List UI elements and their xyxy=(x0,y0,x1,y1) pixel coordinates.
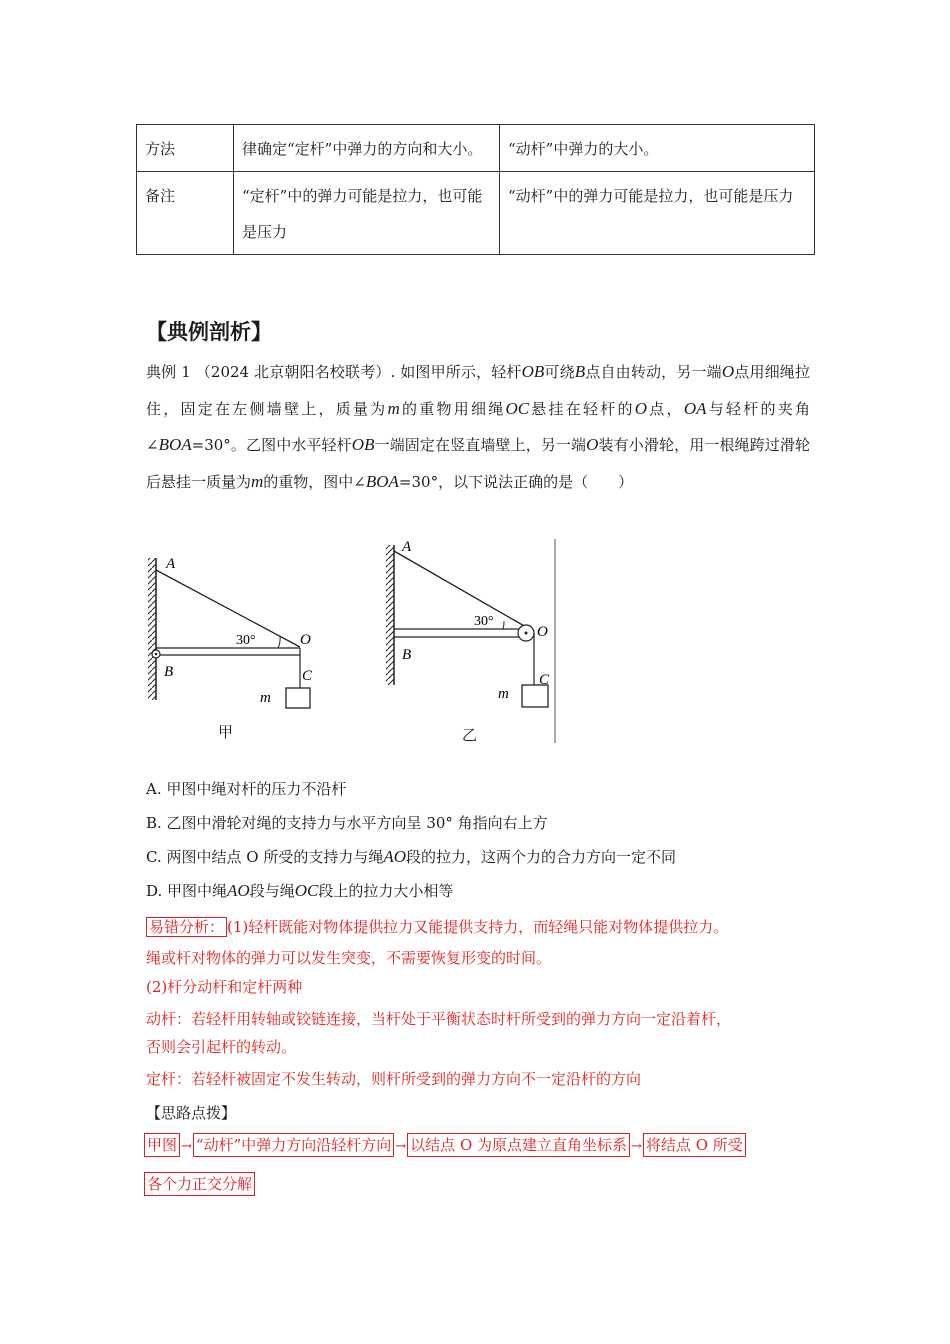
section-title: 【典例剖析】 xyxy=(146,320,272,344)
analysis-line-5: 否则会引起杆的转动。 xyxy=(146,1038,297,1056)
table-cell: “定杆”中的弹力可能是拉力，也可能是压力 xyxy=(234,172,500,255)
label-A: A xyxy=(402,539,412,555)
label-C: C xyxy=(539,672,550,688)
caption-yi: 乙 xyxy=(462,726,478,744)
comparison-table xyxy=(136,124,815,255)
label-A: A xyxy=(166,556,176,572)
arrow-icon: → xyxy=(631,1139,642,1154)
label-C: C xyxy=(302,668,313,684)
problem-text: 典例 1 （2024 北京朝阳名校联考）. 如图甲所示，轻杆OB可绕B点自由转动，另一端O点用细绳拉住，固定在左侧墙壁上，质量为m的重物用细绳OC悬挂在轻杆的O点，OA与轻杆的夹角∠BOA=30°。乙图中水平轻杆OB一端固定在竖直墙壁上，另一端O装有小滑轮，用一根绳跨过滑轮后悬挂一质量为m的重物，图中∠BOA=30°，以下说法正确的是（ ） xyxy=(146,362,810,491)
table-row xyxy=(137,125,815,172)
option-a: A. 甲图中绳对杆的压力不沿杆 xyxy=(146,780,347,798)
flow-step: 将结点 O 所受 xyxy=(643,1133,746,1157)
analysis-line-6: 定杆：若轻杆被固定不发生转动，则杆所受到的弹力方向不一定沿杆的方向 xyxy=(146,1070,642,1088)
analysis-line-4: 动杆：若轻杆用转轴或铰链连接，当杆处于平衡状态时杆所受到的弹力方向一定沿着杆， xyxy=(146,1010,732,1028)
figure-yi xyxy=(376,535,566,745)
arrow-icon: → xyxy=(395,1139,407,1154)
flow-step: 各个力正交分解 xyxy=(144,1172,255,1196)
label-O: O xyxy=(537,624,548,640)
label-angle: 30° xyxy=(474,614,494,629)
option-d: D. 甲图中绳AO段与绳OC段上的拉力大小相等 xyxy=(146,881,454,900)
label-O: O xyxy=(300,632,311,648)
arrow-icon: → xyxy=(181,1139,192,1154)
table-cell: “动杆”中的弹力可能是拉力，也可能是压力 xyxy=(500,172,815,255)
wall-hatch xyxy=(386,545,394,685)
hint-title: 【思路点拨】 xyxy=(146,1104,237,1122)
table-row xyxy=(137,172,815,255)
weight-block xyxy=(522,685,548,707)
label-m: m xyxy=(260,690,271,706)
label-angle: 30° xyxy=(236,633,256,648)
table-cell: 方法 xyxy=(137,125,234,172)
table-cell: 律确定“定杆”中弹力的方向和大小。 xyxy=(234,125,500,172)
label-B: B xyxy=(402,647,412,663)
flow-step: 以结点 O 为原点建立直角坐标系 xyxy=(407,1133,630,1157)
option-c: C. 两图中结点 O 所受的支持力与绳AO段的拉力，这两个力的合力方向一定不同 xyxy=(146,847,677,866)
option-b: B. 乙图中滑轮对绳的支持力与水平方向呈 30° 角指向右上方 xyxy=(146,814,548,832)
figure-jia xyxy=(140,550,340,750)
caption-jia: 甲 xyxy=(218,723,234,741)
weight-block xyxy=(286,688,310,708)
table-cell: “动杆”中弹力的大小。 xyxy=(500,125,815,172)
flow-step: “动杆”中弹力方向沿轻杆方向 xyxy=(193,1133,394,1157)
flow-chain-cont xyxy=(144,1172,255,1196)
label-m: m xyxy=(498,686,509,702)
analysis-line-1: 易错分析： (1)轻杆既能对物体提供拉力又能提供支持力，而轻绳只能对物体提供拉力。 xyxy=(146,916,810,937)
analysis-line-2: 绳或杆对物体的弹力可以发生突变，不需要恢复形变的时间。 xyxy=(146,949,552,967)
flow-step: 甲图 xyxy=(144,1133,180,1157)
table-cell: 备注 xyxy=(137,172,234,255)
rope-OA xyxy=(156,570,300,647)
rope-OA xyxy=(394,551,526,627)
label-B: B xyxy=(164,664,174,680)
analysis-tag: 易错分析： xyxy=(146,917,227,937)
wall-hatch xyxy=(148,558,156,700)
analysis-line-3: (2)杆分动杆和定杆两种 xyxy=(146,978,303,996)
flow-chain xyxy=(144,1133,746,1157)
